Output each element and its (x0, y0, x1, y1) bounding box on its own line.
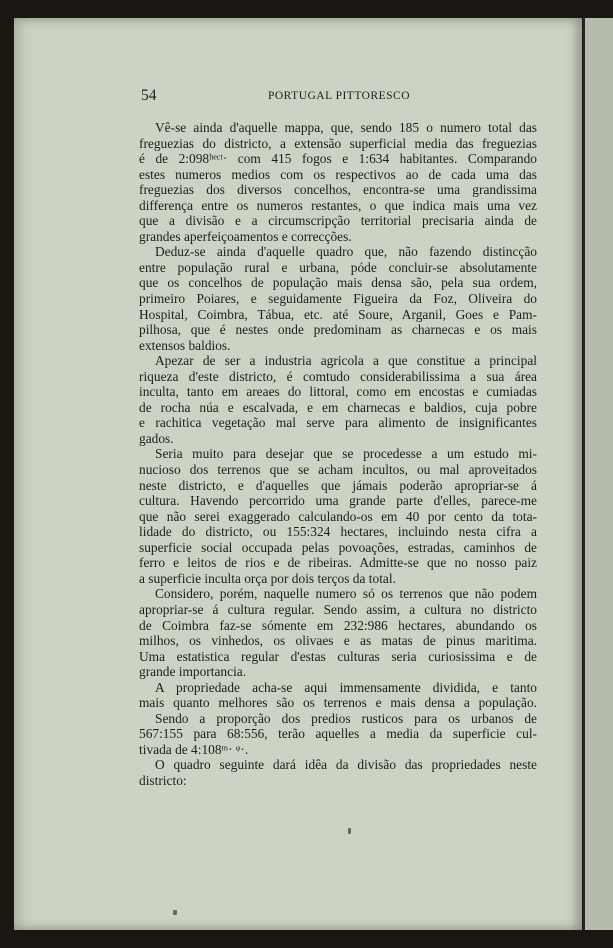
paper-speck (173, 910, 177, 915)
text-line: differença entre os numeros restantes, o que indica mais uma vez (139, 197, 537, 213)
text-line: superficie social occupada pelas povoações, estradas, caminhos de (139, 539, 537, 555)
text-line: O quadro seguinte dará idêa da divisão das propriedades neste (155, 757, 537, 773)
text-line: milhos, os vinhedos, os olivaes e as matas de pinus maritima. (139, 633, 537, 649)
running-title: PORTUGAL PITTORESCO (267, 90, 411, 102)
text-line: tivada de 4:108ᵐ· ᵠ·. (139, 741, 249, 757)
text-line: Uma estatistica regular d'estas culturas seria curiosissima e de (139, 648, 537, 664)
text-line: inculta, tanto em areaes do littoral, como em encostas e cumiadas (139, 384, 537, 400)
text-line: freguezias do districto, a extensão superficial media das freguezias (139, 135, 537, 151)
text-line: pilhosa, que é nestes onde predominam as charnecas e os mais (139, 322, 537, 338)
text-line: Seria muito para desejar que se procedesse a um estudo mi- (155, 446, 537, 462)
text-line: riqueza d'este districto, é comtudo considerabilissima a sua área (139, 368, 537, 384)
text-line: e rachitica vegetação mal serve para alimento de insignificantes (139, 415, 537, 431)
text-line: districto: (139, 772, 187, 788)
text-line: grandes aperfeiçoamentos e correcções. (139, 228, 352, 244)
page-number: 54 (141, 87, 157, 104)
text-line: estes numeros medios com os respectivos ao de cada uma das (139, 166, 537, 182)
page-header (141, 87, 537, 107)
paper-speck (348, 828, 351, 834)
text-line: extensos baldios. (139, 337, 231, 353)
text-line: nucioso dos terrenos que se acham incultos, ou mal aproveitados (139, 462, 537, 478)
text-line: neste districto, e d'aquelles que jámais poderão apropriar-se á (139, 477, 537, 493)
text-line: a superficie inculta orça por dois terços da total. (139, 570, 396, 586)
next-page-edge (583, 18, 613, 930)
text-line: que não serei exaggerado calculando-os em 40 por cento da tota- (139, 508, 537, 524)
body-text (139, 120, 537, 789)
text-line: Considero, porém, naquelle numero só os terrenos que não podem (155, 586, 537, 602)
text-line: gados. (139, 430, 174, 446)
text-line: é de 2:098ʰᵉᶜᵗ· com 415 fogos e 1:634 habitantes. Comparando (139, 151, 537, 167)
text-line: mais quanto melhores são os terrenos e mais densa a população. (139, 695, 537, 711)
text-line: primeiro Poiares, e seguidamente Figueira da Foz, Oliveira do (139, 291, 537, 307)
text-line: A propriedade acha-se aqui immensamente dividida, e tanto (155, 679, 537, 695)
text-line: freguezias dos diversos concelhos, encontra-se uma grandissima (139, 182, 537, 198)
text-line: ferro e leitos de rios e de ribeiras. Admitte-se que no nosso paiz (139, 555, 537, 571)
text-line: Apezar de ser a industria agricola a que constitue a principal (155, 353, 537, 369)
text-line: Hospital, Coimbra, Tábua, etc. até Soure, Arganil, Goes e Pam- (139, 306, 537, 322)
text-line: de Coimbra faz-se sómente em 232:986 hectares, abundando os (139, 617, 537, 633)
text-line: de rocha núa e escalvada, e em charnecas e baldios, cuja pobre (139, 399, 537, 415)
text-line: lidade do districto, ou 155:324 hectares, incluindo nesta cifra a (139, 524, 537, 540)
text-line: Sendo a proporção dos predios rusticos para os urbanos de (155, 710, 537, 726)
text-line: grande importancia. (139, 664, 247, 680)
text-line: que os concelhos de população mais densa são, pela sua ordem, (139, 275, 537, 291)
text-line: entre população rural e urbana, póde concluir-se absolutamente (139, 259, 537, 275)
text-line: Deduz-se ainda d'aquelle quadro que, não fazendo distincção (155, 244, 537, 260)
text-line: Vê-se ainda d'aquelle mappa, que, sendo 185 o numero total das (155, 120, 537, 135)
text-line: cultura. Havendo percorrido uma grande parte d'elles, parece-me (139, 493, 537, 509)
text-line: que a divisão e a circumscripção territorial precisaria ainda de (139, 213, 537, 229)
text-line: 567:155 para 68:556, terão aquelles a media da superficie cul- (139, 726, 537, 742)
text-line: apropriar-se á cultura regular. Sendo assim, a cultura no districto (139, 601, 537, 617)
